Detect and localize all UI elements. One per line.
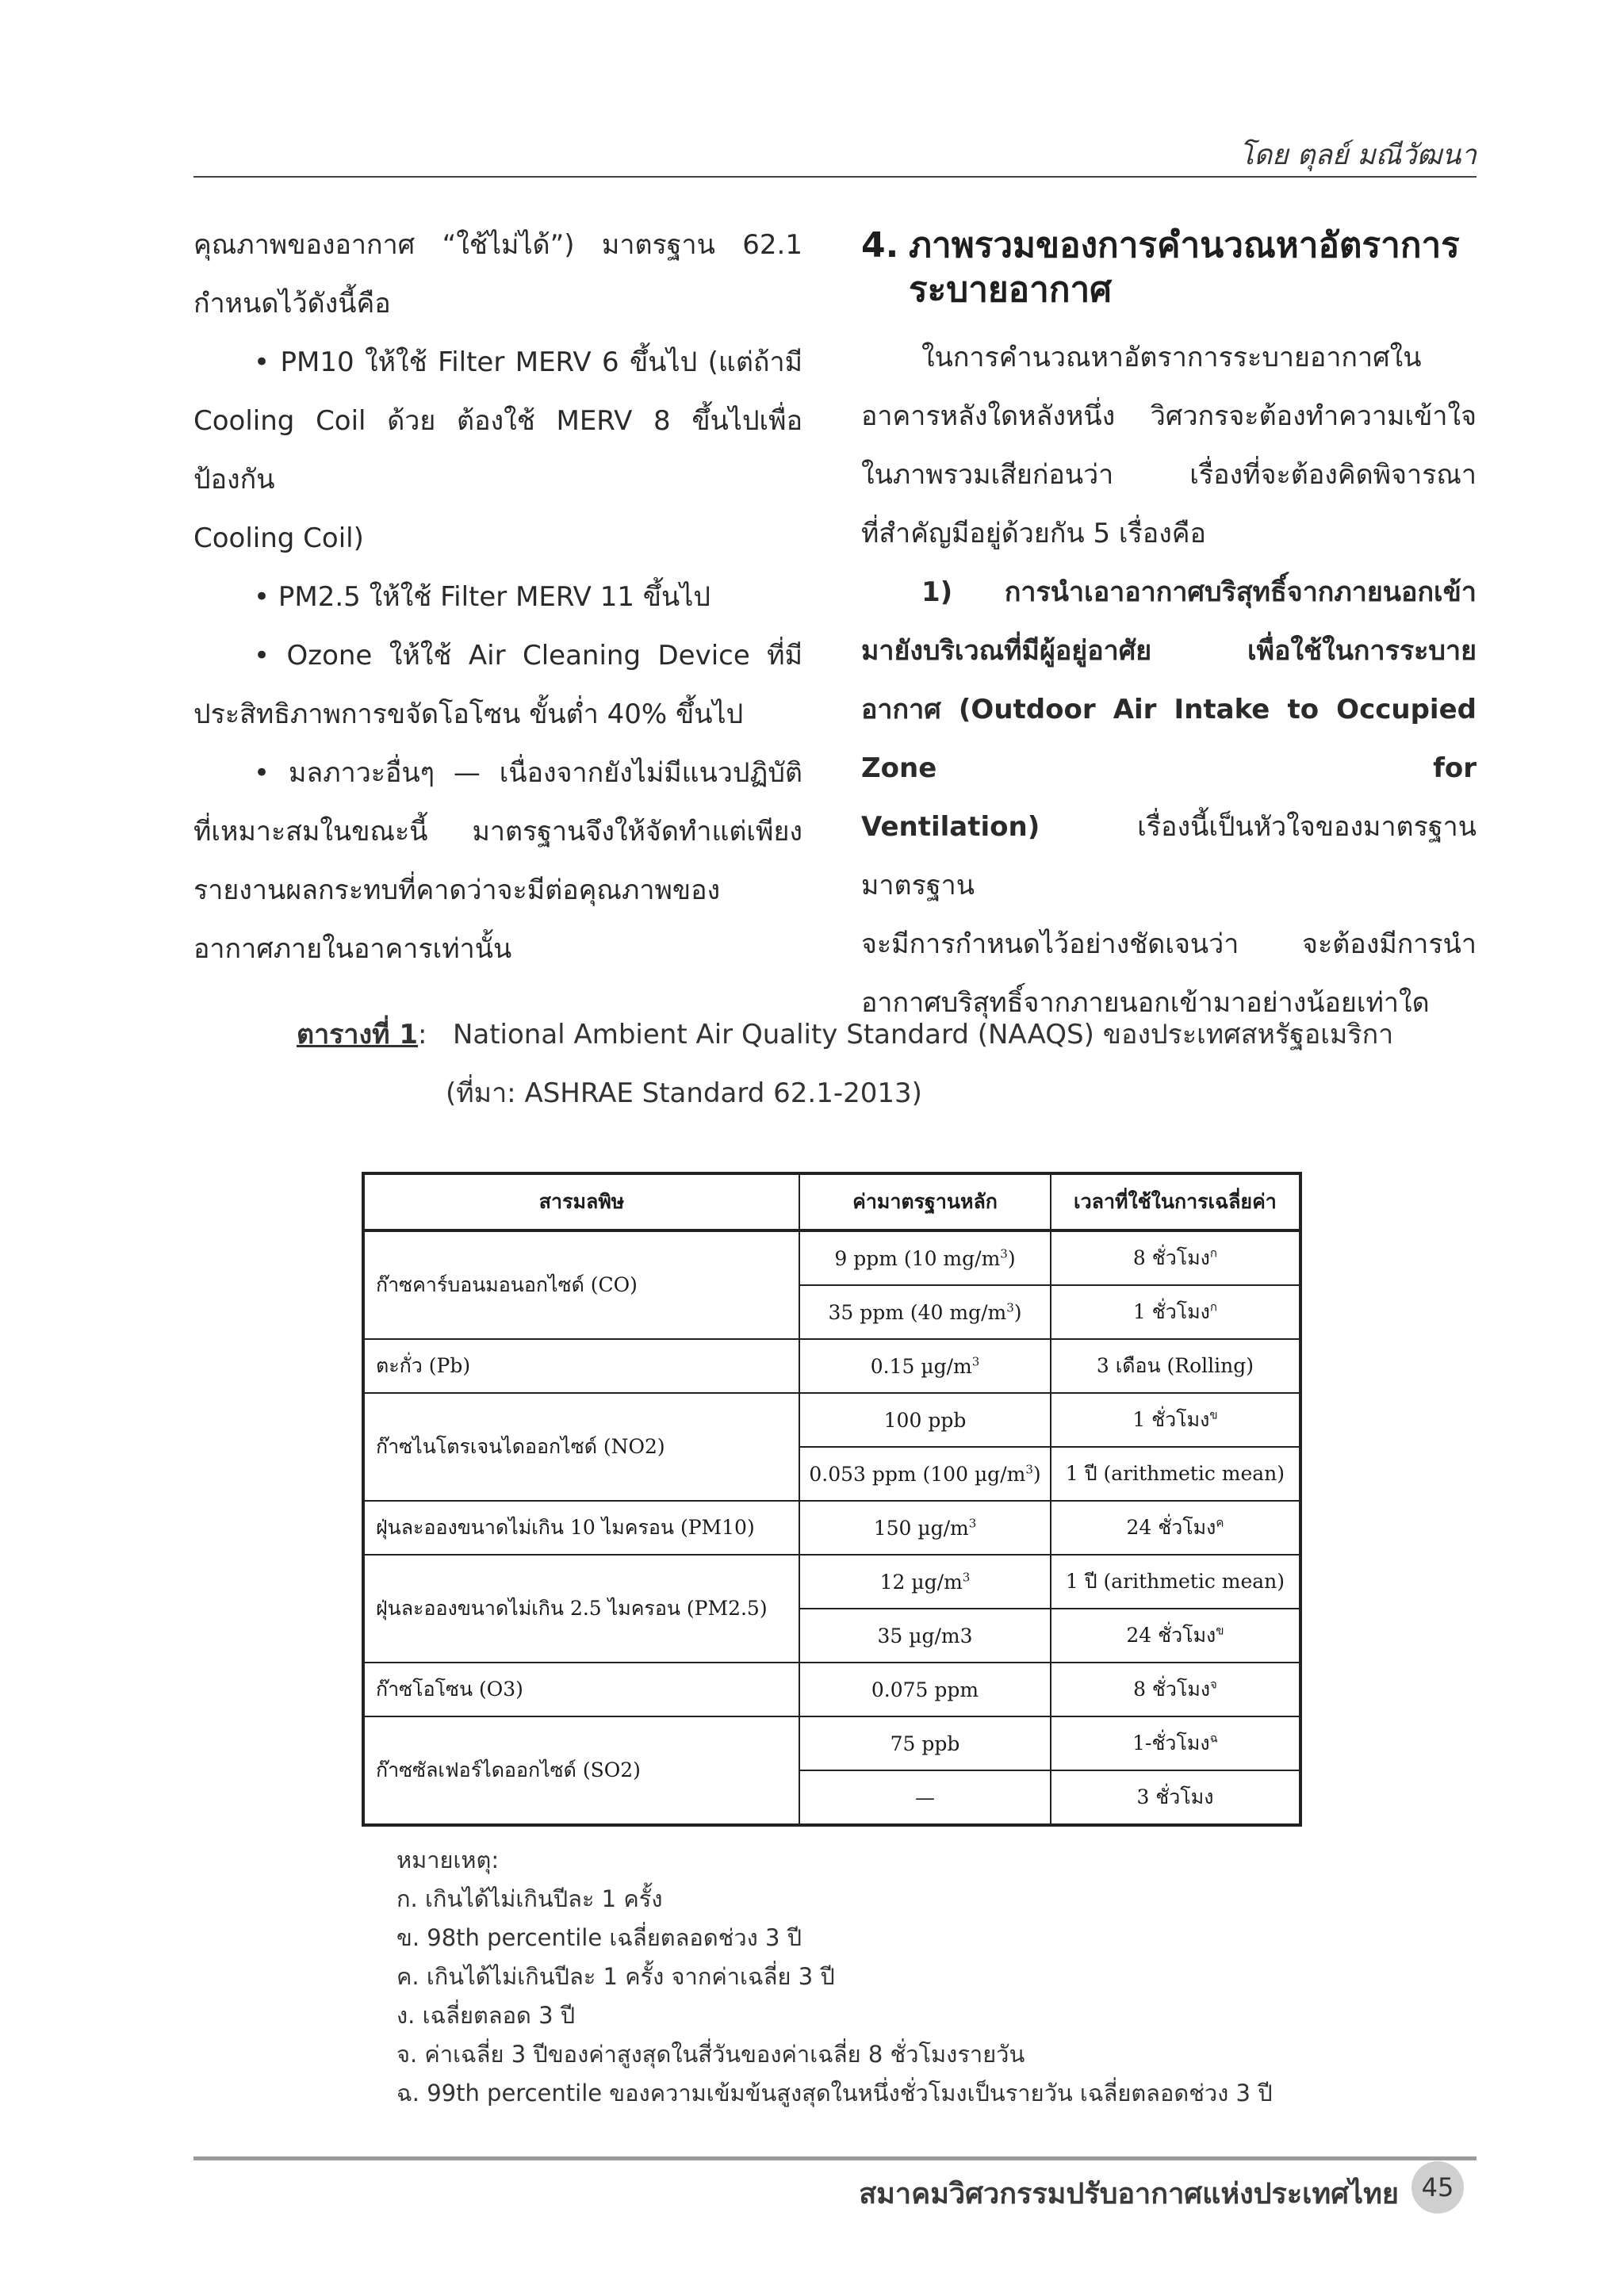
averaging-time bbox=[1051, 1716, 1300, 1770]
para2-line: อากาศบริสุทธิ์จากภายนอกเข้ามาอย่างน้อยเท่าใด bbox=[861, 987, 1430, 1019]
pollutant-so2: ก๊าซซัลเฟอร์ไดออกไซด์ (SO2) bbox=[363, 1716, 799, 1825]
bullet-ozone: ประสิทธิภาพการขจัดโอโซน ขั้นต่ำ 40% ขึ้นไป bbox=[193, 698, 744, 730]
time-text: 24 ชั่วโมง bbox=[1126, 1624, 1216, 1647]
notes-title: หมายเหตุ: bbox=[396, 1846, 500, 1873]
time-text: 1 ชั่วโมง bbox=[1132, 1300, 1210, 1323]
averaging-time bbox=[1051, 1663, 1300, 1716]
table-caption bbox=[297, 1005, 1393, 1123]
standard-text: 150 µg/m bbox=[873, 1516, 969, 1540]
table-row bbox=[363, 1663, 1300, 1716]
col-header-averaging-time: เวลาที่ใช้ในการเฉลี่ยค่า bbox=[1051, 1173, 1300, 1230]
pollutant-pm10: ฝุ่นละอองขนาดไม่เกิน 10 ไมครอน (PM10) bbox=[363, 1501, 799, 1555]
para2-line bbox=[861, 798, 1477, 915]
averaging-time bbox=[1051, 1501, 1300, 1555]
standard-value bbox=[799, 1230, 1051, 1285]
footer-rule bbox=[193, 2156, 1477, 2160]
table-row bbox=[363, 1555, 1300, 1609]
table-row bbox=[363, 1393, 1300, 1447]
time-text: 8 ชั่วโมง bbox=[1133, 1678, 1211, 1701]
para2-bold-line: มายังบริเวณที่มีผู้อยู่อาศัย เพื่อใช้ในการระบาย bbox=[861, 635, 1477, 667]
time-text: 1 ชั่วโมง bbox=[1132, 1408, 1210, 1431]
intro-line: คุณภาพของอากาศ “ใช้ไม่ได้”) มาตรฐาน 62.1 bbox=[193, 229, 802, 261]
standard-value: 100 ppb bbox=[799, 1393, 1051, 1447]
standard-value: — bbox=[799, 1770, 1051, 1825]
note-item: จ. ค่าเฉลี่ย 3 ปีของค่าสูงสุดในสี่วันของค่าเฉลี่ย 8 ชั่วโมงรายวัน bbox=[396, 2041, 1025, 2068]
standard-text-end: ) bbox=[1013, 1300, 1022, 1324]
note-item: ฉ. 99th percentile ของความเข้มข้นสูงสุดในหนึ่งชั่วโมงเป็นรายวัน เฉลี่ยตลอดช่วง 3 ปี bbox=[396, 2080, 1273, 2107]
table-row bbox=[363, 1716, 1300, 1770]
standard-value: 0.075 ppm bbox=[799, 1663, 1051, 1716]
bullet-other: รายงานผลกระทบที่คาดว่าจะมีต่อคุณภาพของ bbox=[193, 874, 721, 906]
averaging-time bbox=[1051, 1230, 1300, 1285]
para2-bold-end: Ventilation) bbox=[861, 811, 1040, 843]
bullet-pm25: • PM2.5 ให้ใช้ Filter MERV 11 ขึ้นไป bbox=[254, 581, 710, 613]
author-byline: โดย ตุลย์ มณีวัฒนา bbox=[1239, 140, 1477, 171]
pollutant-pm25: ฝุ่นละอองขนาดไม่เกิน 2.5 ไมครอน (PM2.5) bbox=[363, 1555, 799, 1663]
superscript: 3 bbox=[968, 1516, 977, 1531]
footnote-mark: ก bbox=[1209, 1299, 1217, 1314]
averaging-time: 1 ปี (arithmetic mean) bbox=[1051, 1447, 1300, 1501]
section-title-line2: ระบายอากาศ bbox=[909, 270, 1113, 310]
table-header-row bbox=[363, 1173, 1300, 1230]
header-rule bbox=[193, 176, 1477, 178]
standard-text: 12 µg/m bbox=[879, 1570, 963, 1594]
para2-bold-line: อากาศ (Outdoor Air Intake to Occupied Zone for bbox=[861, 694, 1477, 784]
caption-source: (ที่มา: ASHRAE Standard 62.1-2013) bbox=[446, 1077, 922, 1109]
para2-bold-line: 1) การนำเอาอากาศบริสุทธิ์จากภายนอกเข้า bbox=[921, 576, 1477, 608]
standard-value: 75 ppb bbox=[799, 1716, 1051, 1770]
standard-text: 35 ppm (40 mg/m bbox=[828, 1300, 1007, 1324]
pollutant-no2: ก๊าซไนโตรเจนไดออกไซด์ (NO2) bbox=[363, 1393, 799, 1501]
standard-text: 0.15 µg/m bbox=[870, 1354, 972, 1378]
para1-line: อาคารหลังใดหลังหนึ่ง วิศวกรจะต้องทำความเข้าใจ bbox=[861, 400, 1477, 432]
averaging-time: 3 เดือน (Rolling) bbox=[1051, 1339, 1300, 1393]
note-item: ก. เกินได้ไม่เกินปีละ 1 ครั้ง bbox=[396, 1885, 663, 1912]
para1-line: ในภาพรวมเสียก่อนว่า เรื่องที่จะต้องคิดพิจารณา bbox=[861, 459, 1477, 491]
caption-label: ตารางที่ 1 bbox=[297, 1019, 419, 1050]
table-row bbox=[363, 1339, 1300, 1393]
standard-value bbox=[799, 1339, 1051, 1393]
footer-publisher: สมาคมวิศวกรรมปรับอากาศแห่งประเทศไทย bbox=[859, 2178, 1399, 2210]
table-row bbox=[363, 1230, 1300, 1285]
superscript: 3 bbox=[971, 1354, 980, 1369]
time-text: 8 ชั่วโมง bbox=[1132, 1246, 1210, 1269]
left-column bbox=[193, 216, 802, 978]
standard-text: 0.053 ppm (100 µg/m bbox=[809, 1462, 1026, 1486]
standard-text-end: ) bbox=[1007, 1246, 1016, 1270]
standard-value: 35 µg/m3 bbox=[799, 1609, 1051, 1663]
page-number: 45 bbox=[1411, 2161, 1464, 2214]
section-heading bbox=[861, 224, 1477, 312]
footnote-mark: ข bbox=[1216, 1623, 1224, 1638]
standard-value bbox=[799, 1447, 1051, 1501]
bullet-pm10: Cooling Coil) bbox=[193, 522, 364, 554]
bullet-other: • มลภาวะอื่นๆ — เนื่องจากยังไม่มีแนวปฏิบัติ bbox=[254, 757, 802, 789]
superscript: 3 bbox=[1025, 1462, 1033, 1477]
bullet-other: ที่เหมาะสมในขณะนี้ มาตรฐานจึงให้จัดทำแต่เพียง bbox=[193, 816, 802, 848]
bullet-pm10: Cooling Coil ด้วย ต้องใช้ MERV 8 ขึ้นไปเพื่อป้องกัน bbox=[193, 405, 802, 496]
intro-line: กำหนดไว้ดังนี้คือ bbox=[193, 288, 391, 320]
standard-text-end: ) bbox=[1032, 1462, 1041, 1486]
footnote-mark: ข bbox=[1209, 1407, 1218, 1422]
standard-value bbox=[799, 1555, 1051, 1609]
para2-line: จะมีการกำหนดไว้อย่างชัดเจนว่า จะต้องมีการนำ bbox=[861, 928, 1477, 960]
averaging-time: 3 ชั่วโมง bbox=[1051, 1770, 1300, 1825]
footnote-mark: ก bbox=[1209, 1246, 1217, 1261]
time-text: 24 ชั่วโมง bbox=[1126, 1516, 1216, 1539]
col-header-standard: ค่ามาตรฐานหลัก bbox=[799, 1173, 1051, 1230]
averaging-time bbox=[1051, 1609, 1300, 1663]
pollutant-o3: ก๊าซโอโซน (O3) bbox=[363, 1663, 799, 1716]
note-item: ง. เฉลี่ยตลอด 3 ปี bbox=[396, 2002, 576, 2029]
averaging-time: 1 ปี (arithmetic mean) bbox=[1051, 1555, 1300, 1609]
superscript: 3 bbox=[962, 1570, 971, 1585]
superscript: 3 bbox=[1000, 1246, 1008, 1261]
time-text: 1-ชั่วโมง bbox=[1132, 1732, 1210, 1755]
bullet-pm10: • PM10 ให้ใช้ Filter MERV 6 ขึ้นไป (แต่ถ้ามี bbox=[254, 346, 802, 378]
averaging-time bbox=[1051, 1285, 1300, 1339]
section-number: 4. bbox=[861, 225, 899, 266]
note-item: ค. เกินได้ไม่เกินปีละ 1 ครั้ง จากค่าเฉลี่ย 3 ปี bbox=[396, 1963, 835, 1990]
bullet-other: อากาศภายในอาคารเท่านั้น bbox=[193, 933, 512, 965]
naaqs-table bbox=[362, 1172, 1302, 1827]
table-notes bbox=[396, 1841, 1273, 2113]
pollutant-co: ก๊าซคาร์บอนมอนอกไซด์ (CO) bbox=[363, 1230, 799, 1339]
table-row bbox=[363, 1501, 1300, 1555]
col-header-pollutant: สารมลพิษ bbox=[363, 1173, 799, 1230]
footnote-mark: ค bbox=[1216, 1515, 1224, 1530]
pollutant-pb: ตะกั่ว (Pb) bbox=[363, 1339, 799, 1393]
bullet-ozone: • Ozone ให้ใช้ Air Cleaning Device ที่มี bbox=[254, 640, 802, 672]
standard-value bbox=[799, 1501, 1051, 1555]
para1-line: ที่สำคัญมีอยู่ด้วยกัน 5 เรื่องคือ bbox=[861, 518, 1206, 549]
caption-colon: : bbox=[418, 1019, 427, 1050]
note-item: ข. 98th percentile เฉลี่ยตลอดช่วง 3 ปี bbox=[396, 1924, 802, 1951]
averaging-time bbox=[1051, 1393, 1300, 1447]
standard-text: 9 ppm (10 mg/m bbox=[834, 1246, 1001, 1270]
para2-rest: เรื่องนี้เป็นหัวใจของมาตรฐาน มาตรฐาน bbox=[861, 811, 1477, 901]
right-column bbox=[861, 216, 1477, 1032]
caption-title: National Ambient Air Quality Standard (NAAQS) ของประเทศสหรัฐอเมริกา bbox=[452, 1019, 1394, 1050]
standard-value bbox=[799, 1285, 1051, 1339]
section-title-line1: ภาพรวมของการคำนวณหาอัตราการ bbox=[909, 225, 1460, 266]
superscript: 3 bbox=[1006, 1300, 1014, 1315]
para1-line: ในการคำนวณหาอัตราการระบายอากาศใน bbox=[921, 342, 1422, 373]
caption-line1 bbox=[297, 1005, 1393, 1064]
footnote-mark: จ bbox=[1210, 1677, 1217, 1692]
footnote-mark: ฉ bbox=[1209, 1731, 1218, 1746]
